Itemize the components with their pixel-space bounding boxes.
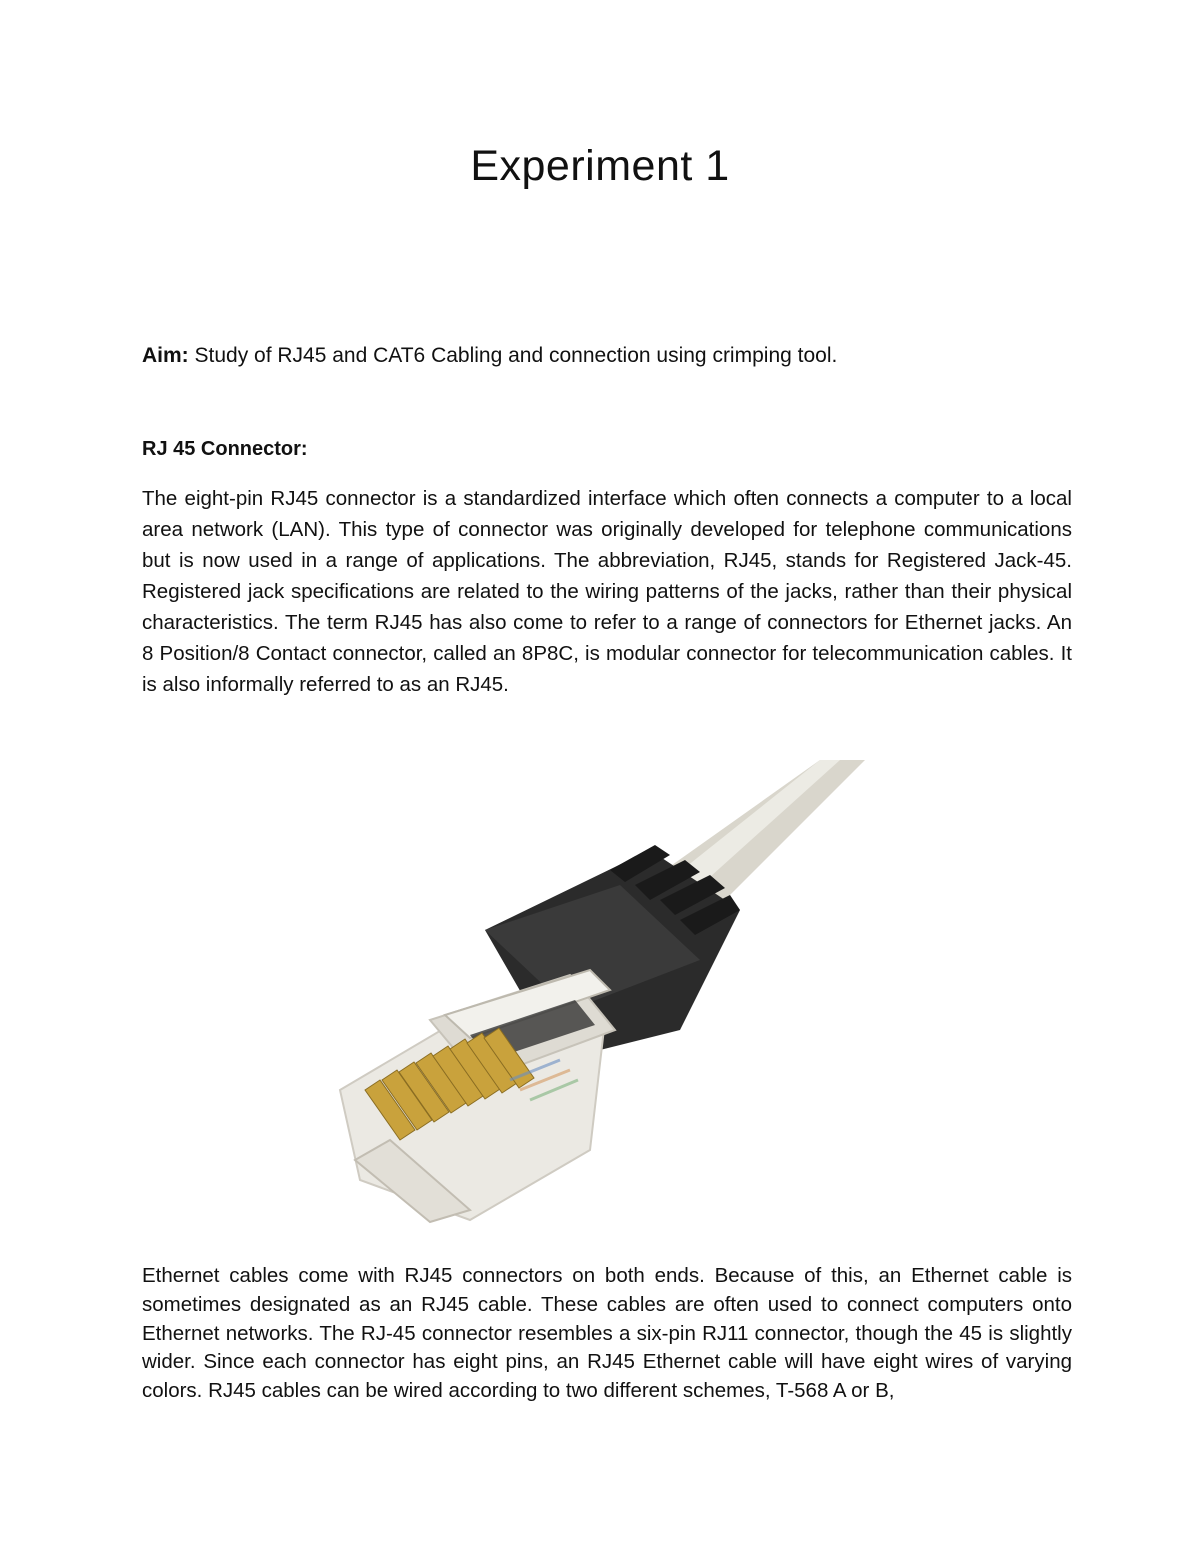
rj45-connector-image	[320, 760, 880, 1230]
aim-line	[142, 344, 1072, 368]
page-title: Experiment 1	[470, 142, 730, 190]
paragraph-ethernet-cables: Ethernet cables come with RJ45 connectors on both ends. Because of this, an Ethernet cable is sometimes designated as an RJ45 cable. These cables are often used to connect computers onto Ethernet networks. The RJ-45 connector resembles a six-pin RJ11 connector, though the 45 is slightly wider. Since each connector has eight pins, an RJ45 Ethernet cable will have eight wires of varying colors. RJ45 cables can be wired according to two different schemes, T-568 A or B,	[142, 1264, 1072, 1403]
aim-text: Study of RJ45 and CAT6 Cabling and connection using crimping tool.	[188, 344, 838, 367]
aim-label: Aim:	[142, 344, 189, 367]
section-heading: RJ 45 Connector:	[142, 438, 308, 460]
paragraph-rj45-intro: The eight-pin RJ45 connector is a standardized interface which often connects a computer to a local area network (LAN). This type of connector was originally developed for telephone communications but is now used in a range of applications. The abbreviation, RJ45, stands for Registered Jack-45. Registered jack specifications are related to the wiring patterns of the jacks, rather than their physical characteristics. The term RJ45 has also come to refer to a range of connectors for Ethernet jacks. An 8 Position/8 Contact connector, called an 8P8C, is modular connector for telecommunication cables. It is also informally referred to as an RJ45.	[142, 487, 1072, 696]
